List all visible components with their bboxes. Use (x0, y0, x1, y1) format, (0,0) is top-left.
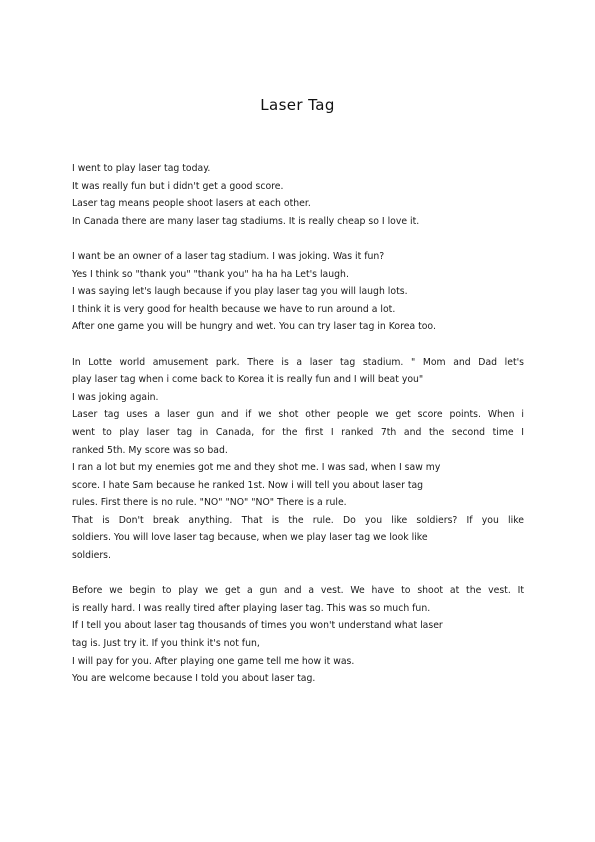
text-line: I ran a lot but my enemies got me and they shot me. I was sad, when I saw my (72, 462, 441, 474)
text-line: In Canada there are many laser tag stadiums. It is really cheap so I love it. (72, 215, 420, 227)
text-line: rules. First there is no rule. "NO" "NO" "NO" There is a rule. (72, 497, 347, 509)
paragraph-2 (72, 248, 524, 336)
paragraph-4 (72, 582, 524, 688)
text-line: I was saying let's laugh because if you play laser tag you will laugh lots. (72, 286, 408, 298)
text-line: I was joking again. (72, 391, 159, 403)
text-line: Laser tag means people shoot lasers at each other. (72, 198, 311, 210)
text-line: After one game you will be hungry and wet. You can try laser tag in Korea too. (72, 321, 436, 333)
text-line: Laser tag uses a laser gun and if we shot other people we get score points. When i (72, 409, 524, 421)
text-line: In Lotte world amusement park. There is a laser tag stadium. " Mom and Dad let's (72, 356, 524, 368)
text-line: If I tell you about laser tag thousands of times you won't understand what laser (72, 620, 443, 632)
text-line: Yes I think so "thank you" "thank you" ha ha ha Let's laugh. (72, 268, 349, 280)
text-line: I think it is very good for health because we have to run around a lot. (72, 303, 396, 315)
text-line: soldiers. You will love laser tag because, when we play laser tag we look like (72, 532, 428, 544)
text-line: score. I hate Sam because he ranked 1st. Now i will tell you about laser tag (72, 479, 424, 491)
text-line: That is Don't break anything. That is the rule. Do you like soldiers? If you like (72, 514, 524, 526)
text-line: ranked 5th. My score was so bad. (72, 444, 228, 456)
text-line: I went to play laser tag today. (72, 163, 211, 174)
text-line: You are welcome because I told you about laser tag. (72, 673, 316, 685)
document-body (72, 160, 524, 705)
paragraph-1 (72, 160, 524, 230)
text-line: I want be an owner of a laser tag stadium. I was joking. Was it fun? (72, 250, 385, 262)
text-line: tag is. Just try it. If you think it's not fun, (72, 638, 260, 650)
text-line: play laser tag when i come back to Korea it is really fun and I will beat you" (72, 374, 424, 386)
text-line: It was really fun but i didn't get a good score. (72, 180, 284, 192)
text-line: soldiers. (72, 550, 111, 562)
paragraph-3 (72, 354, 524, 565)
text-line: Before we begin to play we get a gun and a vest. We have to shoot at the vest. It (72, 585, 524, 597)
text-line: went to play laser tag in Canada, for the first I ranked 7th and the second time I (72, 426, 524, 438)
document-title: Laser Tag (260, 96, 335, 114)
text-line: is really hard. I was really tired after playing laser tag. This was so much fun. (72, 602, 431, 614)
text-line: I will pay for you. After playing one game tell me how it was. (72, 655, 355, 667)
